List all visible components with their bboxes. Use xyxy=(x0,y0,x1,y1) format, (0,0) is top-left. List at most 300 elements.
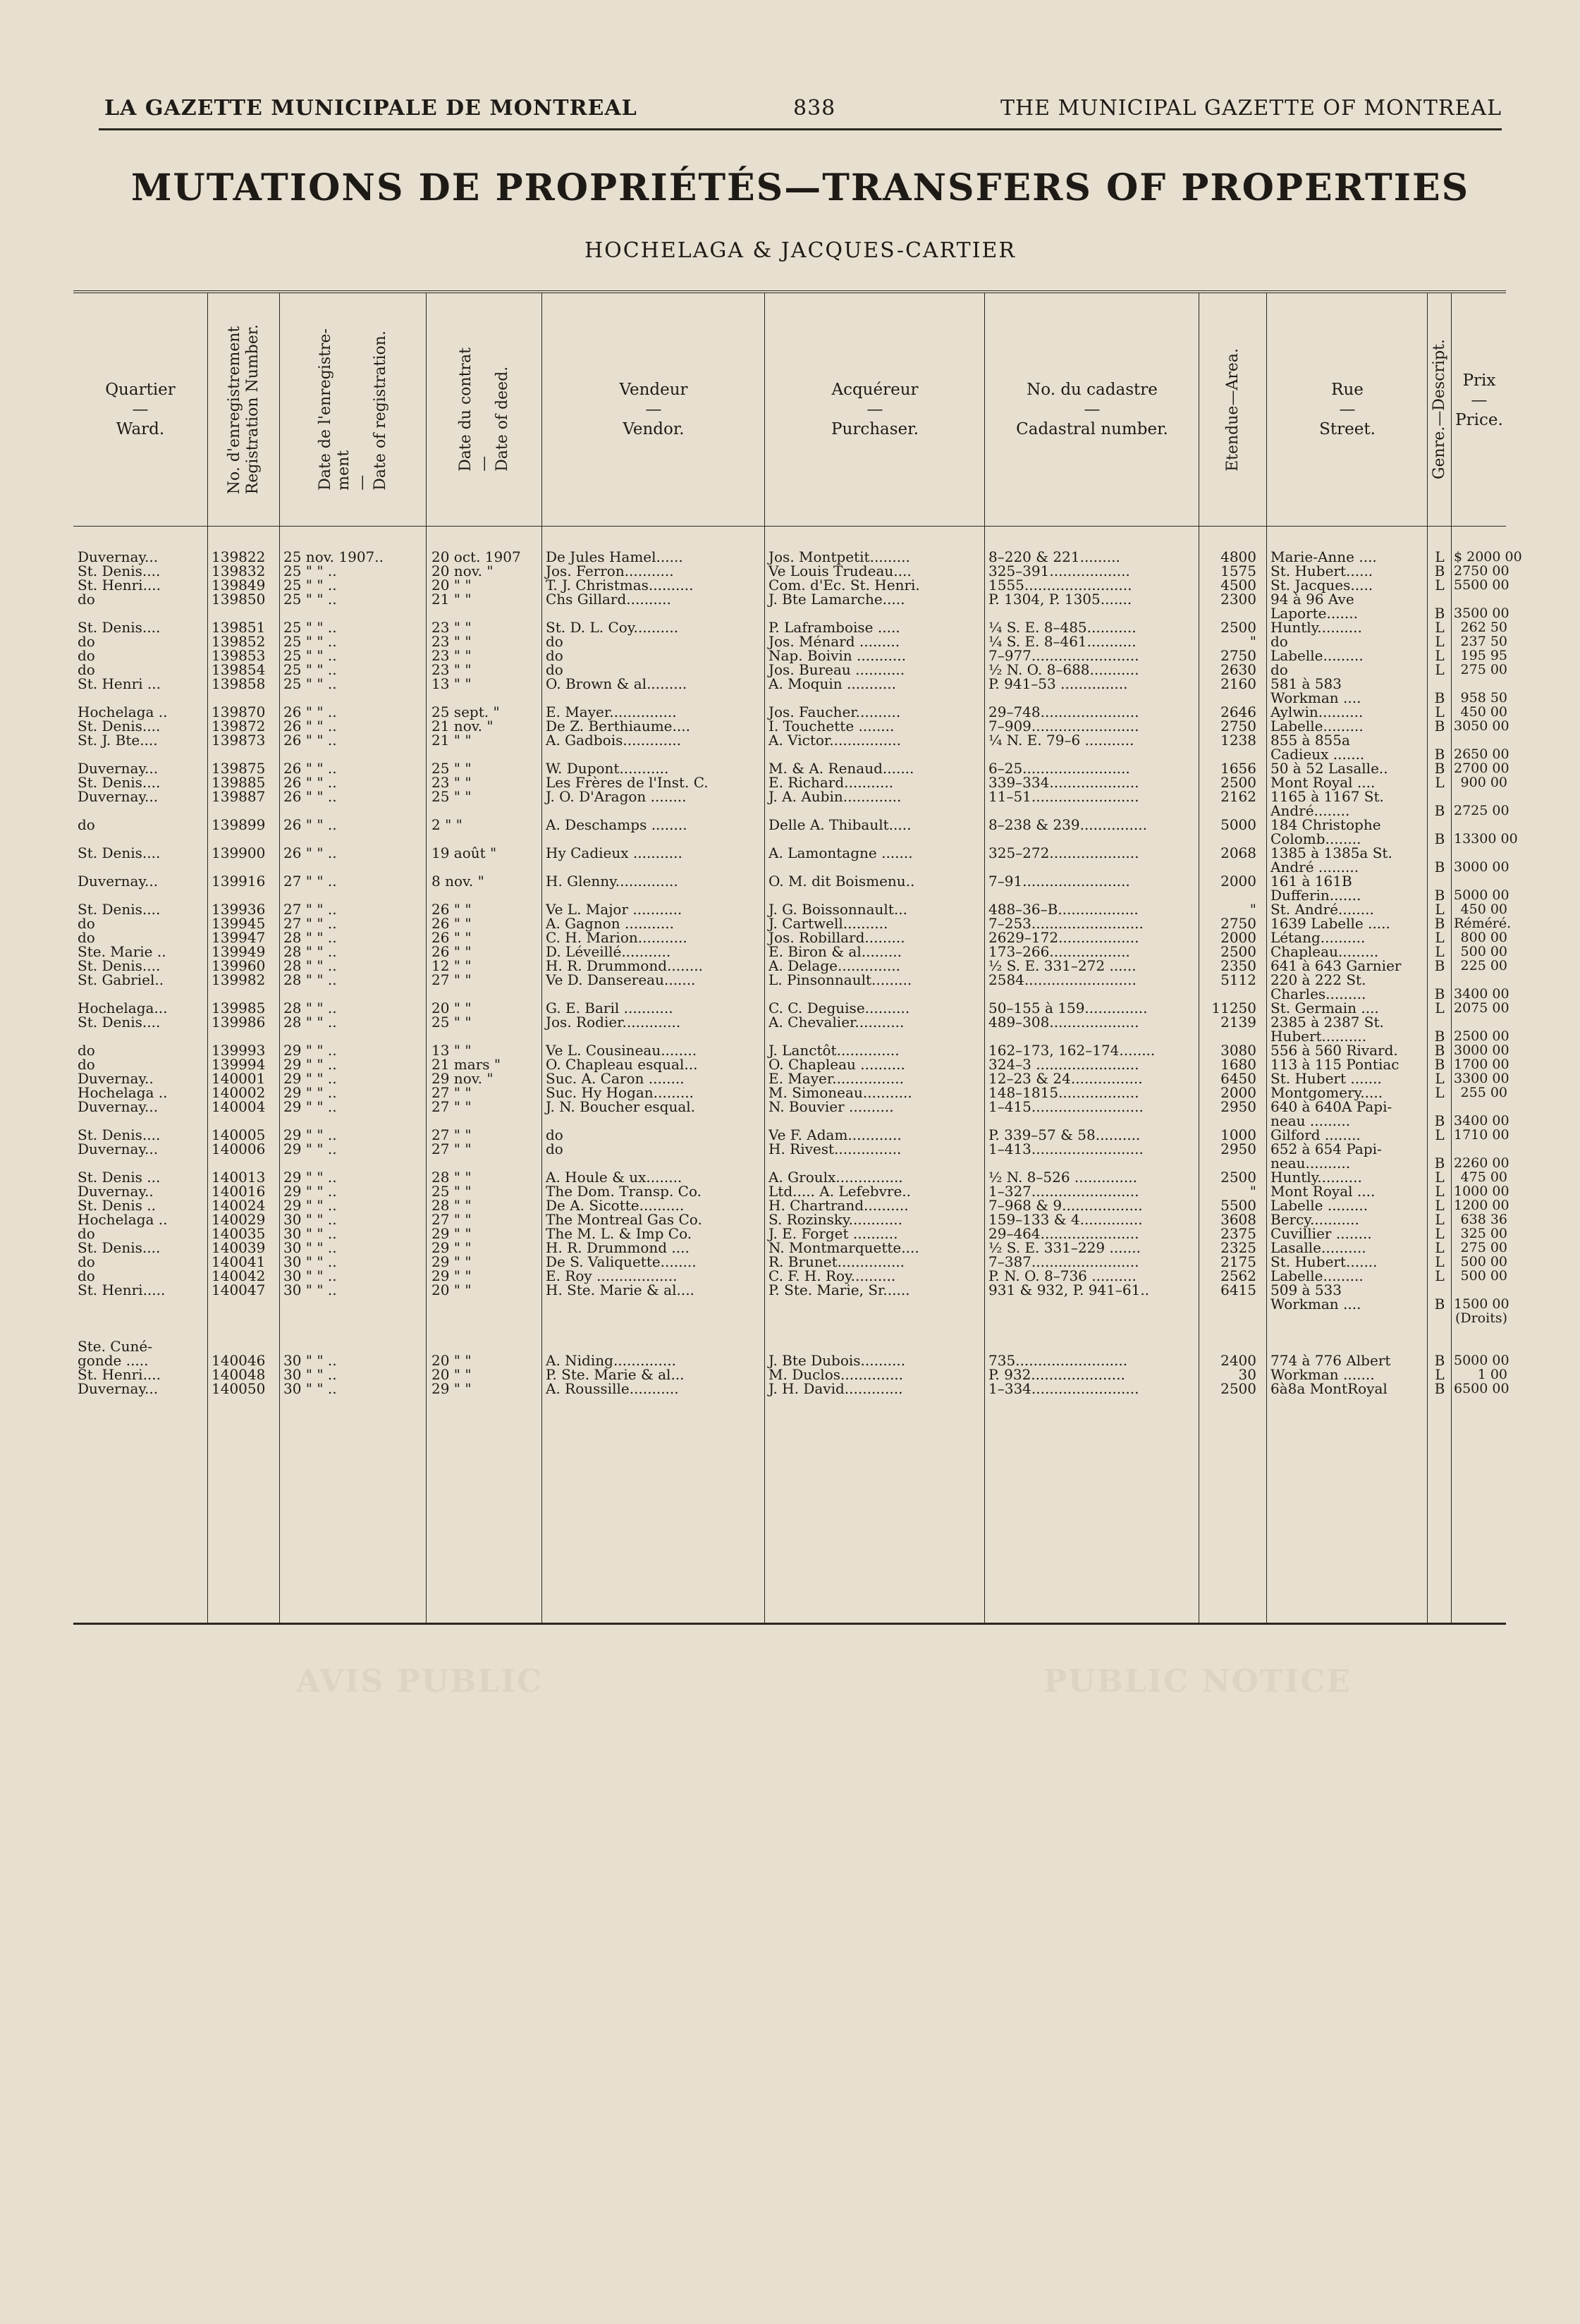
cell-area: 1575 xyxy=(1220,562,1256,579)
cell-price: 958 50 xyxy=(1460,690,1507,706)
cell-date-deed: 27 " " xyxy=(431,1084,472,1101)
cell-ward: Duvernay... xyxy=(78,1380,159,1397)
cell-price: 13300 00 xyxy=(1454,831,1518,847)
cell-purchaser: M. & A. Renaud....... xyxy=(768,760,914,777)
cell-registration-number: 139872 xyxy=(212,718,266,734)
table-row xyxy=(73,746,1509,763)
cell-ward: St. Denis.... xyxy=(78,562,161,579)
cell-description: L xyxy=(1435,1084,1445,1101)
cell-registration-number: 139885 xyxy=(212,774,266,791)
cell-ward: Hochelaga... xyxy=(78,1000,168,1016)
cell-date-registration: 26 " " .. xyxy=(283,816,337,833)
cell-street: 1165 à 1167 St. xyxy=(1270,788,1384,805)
cell-date-registration: 30 " " .. xyxy=(283,1366,337,1383)
cell-description: L xyxy=(1435,647,1445,664)
cell-street: 161 à 161B xyxy=(1270,873,1352,890)
cell-street: Cadieux ....... xyxy=(1270,746,1365,763)
cell-ward: St. Denis.... xyxy=(78,1126,161,1143)
cell-street: 581 à 583 xyxy=(1270,675,1342,692)
cell-street: Charles......... xyxy=(1270,985,1366,1002)
cell-registration-number: 140046 xyxy=(212,1352,266,1369)
cell-date-registration: 27 " " .. xyxy=(283,915,337,932)
cell-street: Workman ....... xyxy=(1270,1366,1375,1383)
cell-purchaser: A. Groulx............... xyxy=(768,1169,903,1186)
transfers-table xyxy=(73,290,1522,1633)
cell-street: Létang.......... xyxy=(1270,929,1366,946)
cell-street: Mont Royal .... xyxy=(1270,774,1376,791)
cell-price: 450 00 xyxy=(1460,902,1507,917)
cell-date-registration: 29 " " .. xyxy=(283,1056,337,1073)
cell-street: 652 à 654 Papi- xyxy=(1270,1141,1382,1157)
cell-cadastral-number: 50–155 à 159.............. xyxy=(988,1000,1148,1016)
cell-street: 774 à 776 Albert xyxy=(1270,1352,1391,1369)
cell-cadastral-number: 173–266.................. xyxy=(988,943,1130,960)
cell-purchaser: O. Chapleau .......... xyxy=(768,1056,905,1073)
cell-description: L xyxy=(1435,1169,1445,1186)
cell-date-deed: 20 oct. 1907 xyxy=(431,548,521,565)
cell-date-registration: 27 " " .. xyxy=(283,873,337,890)
cell-cadastral-number: P. N. O. 8–736 .......... xyxy=(988,1267,1137,1284)
cell-vendor: A. Houle & ux........ xyxy=(546,1169,682,1186)
cell-description: B xyxy=(1434,957,1445,974)
cell-date-deed: 8 nov. " xyxy=(431,873,484,890)
cell-ward: St. Henri..... xyxy=(78,1281,166,1298)
header-description: Genre.—Descript. xyxy=(1431,339,1448,480)
table-bottom-rule xyxy=(73,1623,1506,1625)
cell-area: " xyxy=(1249,901,1256,918)
cell-area: 1656 xyxy=(1220,760,1256,777)
running-head xyxy=(99,90,1502,125)
cell-area: " xyxy=(1249,633,1256,650)
cell-vendor: A. Deschamps ........ xyxy=(546,816,687,833)
cell-date-deed: 29 " " xyxy=(431,1380,472,1397)
cell-ward: St. Denis.... xyxy=(78,718,161,734)
table-row xyxy=(73,802,1509,819)
cell-price: 3000 00 xyxy=(1454,859,1509,875)
table-row xyxy=(73,663,1506,677)
header-date-of-deed: Date du contrat — Date of deed. xyxy=(457,348,511,472)
cell-date-registration: 29 " " .. xyxy=(283,1197,337,1214)
cell-price: 2750 00 xyxy=(1454,563,1509,579)
cell-street: 641 à 643 Garnier xyxy=(1270,957,1402,974)
cell-area: " xyxy=(1249,1183,1256,1200)
cell-area: 4800 xyxy=(1220,548,1256,565)
cell-registration-number: 140001 xyxy=(212,1070,266,1087)
cell-street: Huntly.......... xyxy=(1270,619,1362,636)
table-body xyxy=(73,548,1522,1397)
cell-vendor: do xyxy=(546,1141,563,1157)
cell-date-deed: 19 août " xyxy=(431,844,497,861)
cell-street: St. Germain .... xyxy=(1270,1000,1379,1016)
cell-cadastral-number: 7–968 & 9.................. xyxy=(988,1197,1143,1214)
cell-purchaser: A. Lamontagne ....... xyxy=(768,844,913,861)
table-row xyxy=(73,846,1506,860)
cell-vendor: C. H. Marion........... xyxy=(546,929,687,946)
cell-vendor: T. J. Christmas.......... xyxy=(546,577,694,594)
cell-cadastral-number: 8–238 & 239............... xyxy=(988,816,1147,833)
table-row xyxy=(73,1197,1509,1214)
cell-ward: St. Denis.... xyxy=(78,844,161,861)
cell-date-deed: 27 " " xyxy=(431,1098,472,1115)
cell-area: 2500 xyxy=(1220,1380,1256,1397)
cell-ward: Ste. Cuné- xyxy=(78,1338,152,1355)
table-row xyxy=(73,1226,1506,1241)
cell-ward: do xyxy=(78,591,95,608)
cell-description: B xyxy=(1434,1155,1445,1172)
cell-area: 2950 xyxy=(1220,1098,1256,1115)
cell-area: 5000 xyxy=(1220,816,1256,833)
cell-street: Huntly.......... xyxy=(1270,1169,1362,1186)
cell-registration-number: 139993 xyxy=(212,1042,266,1059)
cell-vendor: Chs Gillard.......... xyxy=(546,591,671,608)
cell-purchaser: Nap. Boivin ........... xyxy=(768,647,906,664)
cell-cadastral-number: 2584......................... xyxy=(988,971,1137,988)
cell-ward: do xyxy=(78,1253,95,1270)
cell-street: Colomb........ xyxy=(1270,830,1361,847)
table-row xyxy=(73,605,1509,622)
cell-description: L xyxy=(1435,548,1445,565)
cell-description: B xyxy=(1434,1042,1445,1059)
table-row xyxy=(73,1183,1509,1200)
cell-price: 2075 00 xyxy=(1454,1000,1509,1016)
cell-description: L xyxy=(1435,1239,1445,1256)
cell-price: 1 00 xyxy=(1477,1367,1507,1382)
cell-area: 3608 xyxy=(1220,1211,1256,1228)
cell-price: 1000 00 xyxy=(1454,1183,1509,1199)
cell-area: 2500 xyxy=(1220,1169,1256,1186)
cell-cadastral-number: P. 941–53 ............... xyxy=(988,675,1128,692)
cell-cadastral-number: 735......................... xyxy=(988,1352,1128,1369)
cell-date-deed: 23 " " xyxy=(431,647,472,664)
cell-purchaser: J. H. David............. xyxy=(768,1380,903,1397)
cell-street: Workman .... xyxy=(1270,1296,1361,1312)
header-cadastral-number: No. du cadastre — Cadastral number. xyxy=(1016,381,1168,438)
cell-registration-number: 139852 xyxy=(212,633,266,650)
cell-date-registration: 28 " " .. xyxy=(283,1000,337,1016)
cell-ward: Duvernay... xyxy=(78,548,159,565)
cell-cadastral-number: ½ S. E. 331–229 ....... xyxy=(988,1239,1141,1256)
cell-cadastral-number: 1–413......................... xyxy=(988,1141,1144,1157)
cell-registration-number: 139947 xyxy=(212,929,266,946)
cell-ward: do xyxy=(78,647,95,664)
cell-price: 225 00 xyxy=(1460,958,1507,973)
cell-street: 50 à 52 Lasalle.. xyxy=(1270,760,1388,777)
cell-purchaser: A. Moquin ........... xyxy=(768,675,896,692)
table-row xyxy=(73,830,1518,847)
cell-date-registration: 25 " " .. xyxy=(283,647,337,664)
cell-street: Dufferin....... xyxy=(1270,887,1361,904)
cell-cadastral-number: 7–977........................ xyxy=(988,647,1139,664)
cell-ward: St. Denis.... xyxy=(78,1239,161,1256)
cell-cadastral-number: ½ N. O. 8–688........... xyxy=(988,661,1139,678)
cell-cadastral-number: 1–415......................... xyxy=(988,1098,1144,1115)
table-row xyxy=(73,620,1506,634)
cell-vendor: Ve L. Cousineau........ xyxy=(546,1042,697,1059)
table-row xyxy=(73,1311,1506,1325)
cell-cadastral-number: 7–387........................ xyxy=(988,1253,1139,1270)
cell-street: Workman .... xyxy=(1270,689,1361,706)
table-row xyxy=(73,945,1506,959)
cell-date-deed: 2 " " xyxy=(431,816,463,833)
cell-area: 2000 xyxy=(1220,873,1256,890)
cell-vendor: P. Ste. Marie & al... xyxy=(546,1366,685,1383)
cell-street: 855 à 855a xyxy=(1270,732,1350,749)
cell-cadastral-number: 2629–172.................. xyxy=(988,929,1139,946)
cell-price: 500 00 xyxy=(1460,1268,1507,1284)
cell-registration-number: 139853 xyxy=(212,647,266,664)
cell-cadastral-number: P. 1304, P. 1305....... xyxy=(988,591,1132,608)
cell-date-deed: 25 sept. " xyxy=(431,703,500,720)
table-row xyxy=(73,592,1506,606)
header-registration-number: No. d'enregistrement Registration Number. xyxy=(226,324,262,495)
cell-cadastral-number: 12–23 & 24................ xyxy=(988,1070,1143,1087)
cell-price: 2650 00 xyxy=(1454,746,1509,762)
cell-date-deed: 13 " " xyxy=(431,1042,472,1059)
cell-ward: St. Denis.... xyxy=(78,901,161,918)
table-row xyxy=(73,1380,1509,1397)
cell-date-registration: 30 " " .. xyxy=(283,1281,337,1298)
cell-street: Marie-Anne .... xyxy=(1270,548,1377,565)
cell-area: 11250 xyxy=(1211,1000,1256,1016)
cell-description: B xyxy=(1434,1112,1445,1129)
cell-price: 2700 00 xyxy=(1454,761,1509,776)
table-row xyxy=(73,1296,1509,1312)
table-row xyxy=(73,902,1506,916)
cell-street: Mont Royal .... xyxy=(1270,1183,1376,1200)
cell-date-registration: 26 " " .. xyxy=(283,844,337,861)
cell-ward: do xyxy=(78,633,95,650)
cell-area: 1238 xyxy=(1220,732,1256,749)
cell-date-registration: 30 " " .. xyxy=(283,1211,337,1228)
cell-ward: Hochelaga .. xyxy=(78,1084,168,1101)
cell-description: L xyxy=(1435,1126,1445,1143)
cell-date-deed: 29 " " xyxy=(431,1253,472,1270)
cell-price: 500 00 xyxy=(1460,944,1507,959)
cell-price: 2500 00 xyxy=(1454,1028,1509,1044)
cell-price: 1710 00 xyxy=(1454,1127,1509,1143)
cell-vendor: do xyxy=(546,647,563,664)
cell-area: 2175 xyxy=(1220,1253,1256,1270)
cell-registration-number: 139960 xyxy=(212,957,266,974)
cell-registration-number: 139986 xyxy=(212,1014,266,1031)
cell-date-registration: 25 " " .. xyxy=(283,591,337,608)
cell-cadastral-number: 489–308.................... xyxy=(988,1014,1139,1031)
cell-description: B xyxy=(1434,1296,1445,1312)
cell-date-deed: 21 mars " xyxy=(431,1056,501,1073)
cell-price: 475 00 xyxy=(1460,1169,1507,1185)
cell-date-registration: 30 " " .. xyxy=(283,1380,337,1397)
cell-date-deed: 20 " " xyxy=(431,1352,472,1369)
cell-purchaser: Jos. Ménard ......... xyxy=(768,633,900,650)
cell-area: 2400 xyxy=(1220,1352,1256,1369)
cell-street: 640 à 640A Papi- xyxy=(1270,1098,1392,1115)
cell-registration-number: 139873 xyxy=(212,732,266,749)
cell-cadastral-number: 1555........................ xyxy=(988,577,1132,594)
cell-area: 2139 xyxy=(1220,1014,1256,1031)
cell-area: 2646 xyxy=(1220,703,1256,720)
cell-date-registration: 28 " " .. xyxy=(283,943,337,960)
cell-street: Cuvillier ........ xyxy=(1270,1225,1372,1242)
table-row xyxy=(73,1056,1509,1073)
cell-price: 3500 00 xyxy=(1454,605,1509,621)
cell-registration-number: 140004 xyxy=(212,1098,266,1115)
cell-purchaser: E. Richard........... xyxy=(768,774,894,791)
cell-area: 30 xyxy=(1238,1366,1256,1383)
header-bottom-rule xyxy=(73,526,1506,527)
cell-ward: St. Gabriel.. xyxy=(78,971,164,988)
cell-street: do xyxy=(1270,633,1288,650)
table-row xyxy=(73,548,1522,565)
cell-purchaser: A. Victor................ xyxy=(768,732,902,749)
cell-area: 2000 xyxy=(1220,1084,1256,1101)
cell-registration-number: 139936 xyxy=(212,901,266,918)
header-price: Prix — Price. xyxy=(1455,371,1503,429)
cell-registration-number: 139982 xyxy=(212,971,266,988)
cell-registration-number: 139875 xyxy=(212,760,266,777)
table-row xyxy=(73,973,1506,987)
cell-registration-number: 140048 xyxy=(212,1366,266,1383)
cell-ward: do xyxy=(78,816,95,833)
cell-date-deed: 20 " " xyxy=(431,1000,472,1016)
cell-street: St. Hubert...... xyxy=(1270,562,1373,579)
table-row xyxy=(73,1028,1509,1045)
cell-street: Labelle......... xyxy=(1270,647,1364,664)
cell-street: 220 à 222 St. xyxy=(1270,971,1366,988)
table-row xyxy=(73,1325,1506,1339)
cell-registration-number: 140029 xyxy=(212,1211,266,1228)
cell-description: B xyxy=(1434,830,1445,847)
cell-street: St. Jacques..... xyxy=(1270,577,1373,594)
cell-area: 3080 xyxy=(1220,1042,1256,1059)
cell-purchaser: E. Biron & al......... xyxy=(768,943,902,960)
cell-area: 6415 xyxy=(1220,1281,1256,1298)
cell-street: do xyxy=(1270,661,1288,678)
cell-purchaser: Com. d'Ec. St. Henri. xyxy=(768,577,920,594)
cell-vendor: Suc. Hy Hogan......... xyxy=(546,1084,694,1101)
cell-ward: Hochelaga .. xyxy=(78,1211,168,1228)
header-area: Etendue—Area. xyxy=(1224,348,1242,472)
table-row xyxy=(73,775,1506,789)
cell-purchaser: J. A. Aubin............. xyxy=(768,788,902,805)
cell-cadastral-number: 325–391.................. xyxy=(988,562,1130,579)
cell-purchaser: C. F. H. Roy.......... xyxy=(768,1267,896,1284)
table-row xyxy=(73,760,1509,777)
page-title: MUTATIONS DE PROPRIÉTÉS—TRANSFERS OF PROPERTIES xyxy=(130,166,1470,209)
cell-cadastral-number: ¼ N. E. 79–6 ........... xyxy=(988,732,1134,749)
cell-date-registration: 27 " " .. xyxy=(283,901,337,918)
table-row xyxy=(73,930,1506,945)
cell-date-deed: 29 " " xyxy=(431,1267,472,1284)
cell-description: L xyxy=(1435,943,1445,960)
cell-description: B xyxy=(1434,562,1445,579)
cell-ward: St. Denis.... xyxy=(78,1014,161,1031)
cell-purchaser: L. Pinsonnault......... xyxy=(768,971,912,988)
cell-date-deed: 20 " " xyxy=(431,577,472,594)
cell-description: L xyxy=(1435,774,1445,791)
cell-date-deed: 28 " " xyxy=(431,1197,472,1214)
cell-vendor: The M. L. & Imp Co. xyxy=(546,1225,692,1242)
cell-date-registration: 29 " " .. xyxy=(283,1126,337,1143)
cell-date-deed: 23 " " xyxy=(431,774,472,791)
cell-date-registration: 30 " " .. xyxy=(283,1239,337,1256)
cell-ward: Duvernay... xyxy=(78,1098,159,1115)
cell-price: 275 00 xyxy=(1460,662,1507,677)
cell-street: St. Hubert ....... xyxy=(1270,1070,1382,1087)
cell-date-registration: 29 " " .. xyxy=(283,1183,337,1200)
cell-registration-number: 140047 xyxy=(212,1281,266,1298)
cell-vendor: St. D. L. Coy.......... xyxy=(546,619,679,636)
cell-ward: St. Henri ... xyxy=(78,675,161,692)
cell-date-registration: 29 " " .. xyxy=(283,1042,337,1059)
cell-area: 2750 xyxy=(1220,647,1256,664)
cell-cadastral-number: 6–25........................ xyxy=(988,760,1130,777)
cell-ward: Ste. Marie .. xyxy=(78,943,166,960)
cell-ward: Duvernay... xyxy=(78,760,159,777)
cell-area: 2068 xyxy=(1220,844,1256,861)
cell-registration-number: 139832 xyxy=(212,562,266,579)
cell-street: 2385 à 2387 St. xyxy=(1270,1014,1384,1031)
cell-date-registration: 25 nov. 1907.. xyxy=(283,548,384,565)
cell-description: B xyxy=(1434,802,1445,819)
cell-registration-number: 140050 xyxy=(212,1380,266,1397)
cell-date-registration: 29 " " .. xyxy=(283,1084,337,1101)
cell-ward: Duvernay.. xyxy=(78,1183,154,1200)
cell-purchaser: Delle A. Thibault..... xyxy=(768,816,912,833)
cell-description: L xyxy=(1435,1197,1445,1214)
table-row xyxy=(73,691,1506,705)
cell-purchaser: J. Cartwell.......... xyxy=(768,915,888,932)
cell-description: B xyxy=(1434,605,1445,622)
cell-vendor: A. Niding.............. xyxy=(546,1352,676,1369)
cell-vendor: De Jules Hamel...... xyxy=(546,548,683,565)
cell-description: L xyxy=(1435,703,1445,720)
table-row xyxy=(73,1042,1509,1059)
cell-street: Lasalle.......... xyxy=(1270,1239,1366,1256)
cell-registration-number: 139994 xyxy=(212,1056,266,1073)
cell-ward: St. Denis ... xyxy=(78,1169,161,1186)
cell-cadastral-number: 8–220 & 221......... xyxy=(988,548,1120,565)
cell-ward: do xyxy=(78,1225,95,1242)
cell-date-deed: 29 " " xyxy=(431,1239,472,1256)
cell-vendor: do xyxy=(546,661,563,678)
cell-date-registration: 25 " " .. xyxy=(283,661,337,678)
table-row xyxy=(73,1269,1506,1283)
cell-purchaser: R. Brunet............... xyxy=(768,1253,905,1270)
cell-cadastral-number: 11–51........................ xyxy=(988,788,1139,805)
cell-registration-number: 140016 xyxy=(212,1183,266,1200)
cell-date-registration: 26 " " .. xyxy=(283,774,337,791)
cell-price: 900 00 xyxy=(1460,775,1507,790)
cell-description: B xyxy=(1434,985,1445,1002)
cell-street: 113 à 115 Pontiac xyxy=(1270,1056,1400,1073)
table-row xyxy=(73,874,1506,888)
cell-vendor: W. Dupont........... xyxy=(546,760,669,777)
header-ward: Quartier — Ward. xyxy=(105,381,176,438)
cell-description: L xyxy=(1435,1225,1445,1242)
cell-price: 1200 00 xyxy=(1454,1198,1509,1213)
table-row xyxy=(73,1212,1506,1226)
table-row xyxy=(73,859,1509,875)
cell-registration-number: 139985 xyxy=(212,1000,266,1016)
cell-date-deed: 27 " " xyxy=(431,1141,472,1157)
cell-vendor: H. R. Drummond .... xyxy=(546,1239,690,1256)
cell-cadastral-number: 1–334........................ xyxy=(988,1380,1139,1397)
cell-registration-number: 139854 xyxy=(212,661,266,678)
gazette-title-fr: LA GAZETTE MUNICIPALE DE MONTREAL xyxy=(104,96,637,121)
cell-street: 1639 Labelle ..... xyxy=(1270,915,1390,932)
cell-date-registration: 29 " " .. xyxy=(283,1141,337,1157)
cell-purchaser: Jos. Faucher.......... xyxy=(768,703,901,720)
